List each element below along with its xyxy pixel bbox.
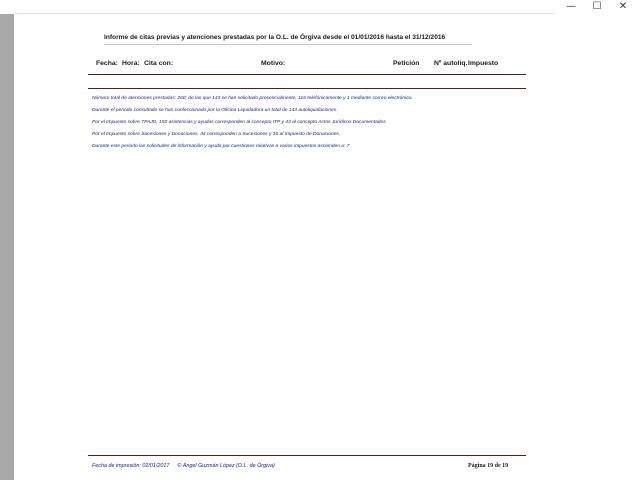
column-cita-con: Cita con: [144,60,174,67]
print-date: Fecha de impresión: 02/01/2017 [92,463,170,469]
note-total-atenciones: Número total de atenciones prestadas: 260; de las que 143 se han solicitado presencialmente, 116 telefónicamente y 1 mediante correo electrónico. [92,96,413,101]
viewer-margin [554,14,640,480]
column-hora: Hora: [122,60,140,67]
column-fecha: Fecha: [96,60,118,67]
footer-print-info [92,463,275,469]
report-page [14,14,554,480]
close-icon[interactable]: ✕ [618,1,628,12]
report-title: Informe de citas previas y atenciones prestadas por la O.L. de Órgiva desde el 01/01/2016 hasta el 31/12/2016 [104,34,446,41]
maximize-icon[interactable]: ☐ [592,1,602,12]
footer-rule [88,455,526,456]
minimize-icon[interactable]: — [566,1,576,12]
copyright-author: © Ángel Guzmán López (O.L. de Órgiva) [177,463,275,469]
note-sucesiones: Por el Impuesto sobre Sucesiones y Donaciones, 44 corresponden a Sucesiones y 16 al Impuesto de Donaciones. [92,132,341,137]
header-rule [88,74,526,75]
note-autoliquidaciones: Durante el periodo consultado se han confeccionado por la Oficina Liquidadora un total de 143 autoliquidaciones. [92,108,338,113]
column-headers [14,60,554,72]
column-peticion: Petición [393,60,420,67]
header-rule-bottom [88,88,526,89]
page-number: Página 19 de 19 [468,463,509,469]
column-impuesto: Impuesto [468,60,499,67]
title-underline [104,44,472,45]
note-varios-impuestos: Durante este periodo las solicitudes de información y ayuda por cuestiones relativas a varios impuestos ascienden a: 7 [92,144,350,149]
note-tpajd: Por el Impuesto sobre TPAJD, 150 asistencias y ayudas corresponden al concepto ITP y 43 al concepto Actos Jurídicos Documentados. [92,120,388,125]
column-num-autoliq: Nº autoliq. [434,60,468,67]
column-motivo: Motivo: [261,60,286,67]
window-titlebar [0,0,640,14]
